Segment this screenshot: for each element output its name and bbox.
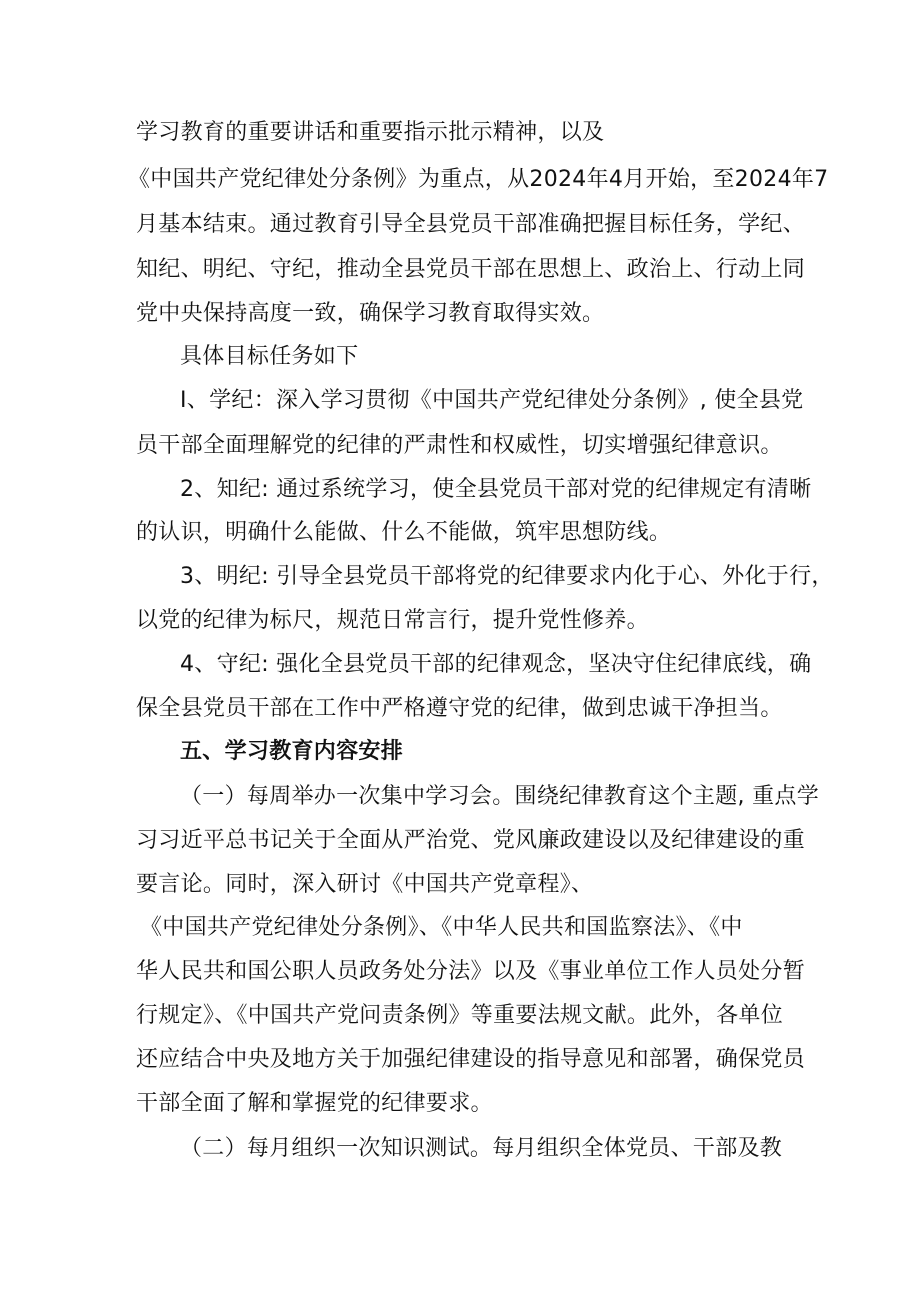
text-line: 学习教育的重要讲话和重要指示批示精神，以及 — [136, 120, 605, 145]
text-line: 习习近平总书记关于全面从严治党、党风廉政建设以及纪律建设的重 — [136, 828, 806, 853]
text-line: （一）每周举办一次集中学习会。围绕纪律教育这个主题, 重点学 — [180, 784, 819, 809]
text-line: 以党的纪律为标尺，规范日常言行，提升党性修养。 — [136, 608, 649, 633]
text-line: 员干部全面理解党的纪律的严肃性和权威性，切实增强纪律意识。 — [136, 433, 783, 458]
text-line: 行规定》、《中国共产党问责条例》等重要法规文献。此外，各单位 — [136, 1003, 784, 1028]
text-line: 知纪、明纪、守纪，推动全县党员干部在思想上、政治上、行动上同 — [136, 257, 806, 282]
text-line: 的认识，明确什么能做、什么不能做，筑牢思想防线。 — [136, 520, 672, 545]
list-item: 4、守纪: 强化全县党员干部的纪律观念，坚决守住纪律底线，确 — [180, 652, 812, 677]
text-line: 华人民共和国公职人员政务处分法》以及《事业单位工作人员处分暂 — [136, 959, 806, 984]
text-line: 党中央保持高度一致，确保学习教育取得实效。 — [136, 301, 605, 326]
text-line: （二）每月组织一次知识测试。每月组织全体党员、干部及教 — [180, 1136, 783, 1161]
list-item: 2、知纪: 通过系统学习，使全县党员干部对党的纪律规定有清晰 — [180, 477, 812, 502]
text-line: 《中国共产党纪律处分条例》为重点，从2024年4月开始，至2024年7 — [128, 167, 829, 192]
text-line: 具体目标任务如下 — [180, 344, 359, 369]
list-item: I、学纪：深入学习贯彻《中国共产党纪律处分条例》, 使全县党 — [180, 388, 804, 413]
list-item: 3、明纪: 引导全县党员干部将党的纪律要求内化于心、外化于行， — [180, 564, 834, 589]
text-line: 还应结合中央及地方关于加强纪律建设的指导意见和部署，确保党员 — [136, 1047, 806, 1072]
text-line: 月基本结束。通过教育引导全县党员干部准确把握目标任务，学纪、 — [136, 212, 806, 237]
text-line: 干部全面了解和掌握党的纪律要求。 — [136, 1091, 493, 1116]
text-line: 要言论。同时，深入研讨《中国共产党章程》、 — [136, 872, 594, 897]
text-line: 《中国共产党纪律处分条例》、《中华人民共和国监察法》、《中 — [140, 915, 743, 940]
text-line: 保全县党员干部在工作中严格遵守党的纪律，做到忠诚干净担当。 — [136, 696, 783, 721]
section-heading: 五、学习教育内容安排 — [180, 739, 404, 764]
